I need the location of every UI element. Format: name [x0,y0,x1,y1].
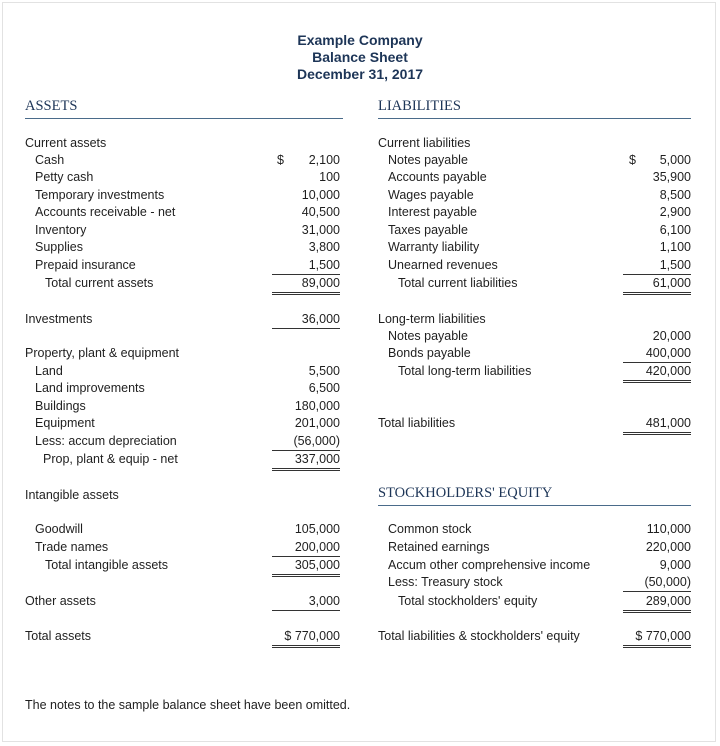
liability-label-unearned-revenues: Unearned revenues [388,258,498,272]
other-assets-label: Other assets [25,594,96,608]
longterm-label-notes-payable: Notes payable [388,329,468,343]
total-equity-value: 289,000 [623,594,691,613]
asset-label-cash: Cash [35,153,65,167]
total-assets-label: Total assets [25,629,92,643]
ppe-value-equipment: 201,000 [294,416,340,430]
equity-heading: STOCKHOLDERS' EQUITY [378,485,691,506]
total-assets-value: $ 770,000 [272,629,340,648]
current-assets-label: Current assets [25,136,107,150]
liability-label-accounts-payable: Accounts payable [388,170,487,184]
asset-label-supplies: Supplies [35,240,83,254]
ppe-value-land-improvements: 6,500 [308,381,340,395]
ppe-net-label: Prop, plant & equip - net [43,452,178,466]
asset-label-accounts-receivable: Accounts receivable - net [35,205,176,219]
liability-label-wages-payable: Wages payable [388,188,474,202]
equity-value-treasury-stock: (50,000) [623,575,691,592]
investments-label: Investments [25,312,93,326]
ppe-label-land: Land [35,364,63,378]
intangible-value-trade-names: 200,000 [272,540,340,557]
longterm-liabilities-label: Long-term liabilities [378,312,486,326]
liability-label-taxes-payable: Taxes payable [388,223,468,237]
liability-value-accounts-payable: 35,900 [652,170,691,184]
cash-dollar-sign: $ [277,153,284,167]
total-liabilities-equity-label: Total liabilities & stockholders' equity [378,629,580,643]
asset-value-petty-cash: 100 [319,170,340,184]
ppe-label: Property, plant & equipment [25,346,180,360]
longterm-label-bonds-payable: Bonds payable [388,346,471,360]
asset-value-inventory: 31,000 [301,223,340,237]
longterm-value-notes-payable: 20,000 [652,329,691,343]
liability-value-warranty: 1,100 [659,240,691,254]
asset-label-temp-investments: Temporary investments [35,188,165,202]
longterm-value-bonds-payable: 400,000 [623,346,691,363]
total-current-assets-label: Total current assets [45,276,154,290]
total-current-assets-value: 89,000 [272,276,340,295]
total-longterm-label: Total long-term liabilities [398,364,532,378]
liability-label-warranty: Warranty liability [388,240,480,254]
statement-title: Balance Sheet [312,49,408,65]
intangible-value-goodwill: 105,000 [294,522,340,536]
liability-label-interest-payable: Interest payable [388,205,477,219]
total-current-liabilities-value: 61,000 [623,276,691,295]
company-name: Example Company [297,32,423,48]
asset-label-inventory: Inventory [35,223,87,237]
total-intangible-label: Total intangible assets [45,558,168,572]
ppe-value-accum-depreciation: (56,000) [272,434,340,451]
equity-value-common-stock: 110,000 [646,522,691,536]
liability-label-notes-payable: Notes payable [388,153,468,167]
notes-payable-dollar-sign: $ [629,153,636,167]
other-assets-value: 3,000 [272,594,340,611]
equity-label-aoci: Accum other comprehensive income [388,558,591,572]
equity-value-aoci: 9,000 [659,558,691,572]
liability-value-unearned-revenues: 1,500 [623,258,691,275]
footnote: The notes to the sample balance sheet have been omitted. [25,698,351,712]
total-liabilities-equity-value: $ 770,000 [623,629,691,648]
ppe-label-equipment: Equipment [35,416,95,430]
intangible-label-goodwill: Goodwill [35,522,83,536]
total-liabilities-value: 481,000 [623,416,691,435]
intangible-assets-label: Intangible assets [25,488,119,502]
ppe-value-land: 5,500 [308,364,340,378]
ppe-value-buildings: 180,000 [294,399,340,413]
asset-value-temp-investments: 10,000 [301,188,340,202]
asset-label-petty-cash: Petty cash [35,170,94,184]
equity-label-treasury-stock: Less: Treasury stock [388,575,503,589]
total-longterm-value: 420,000 [623,364,691,383]
investments-value: 36,000 [272,312,340,329]
total-liabilities-label: Total liabilities [378,416,456,430]
ppe-net-value: 337,000 [272,452,340,471]
liability-value-notes-payable: 5,000 [659,153,691,167]
asset-value-prepaid-insurance: 1,500 [272,258,340,275]
equity-label-common-stock: Common stock [388,522,472,536]
asset-label-prepaid-insurance: Prepaid insurance [35,258,136,272]
current-liabilities-label: Current liabilities [378,136,471,150]
liability-value-wages-payable: 8,500 [659,188,691,202]
total-intangible-value: 305,000 [272,558,340,577]
total-equity-label: Total stockholders' equity [398,594,538,608]
asset-value-accounts-receivable: 40,500 [301,205,340,219]
asset-value-cash: 2,100 [308,153,340,167]
ppe-label-accum-depreciation: Less: accum depreciation [35,434,177,448]
ppe-label-land-improvements: Land improvements [35,381,145,395]
liabilities-heading: LIABILITIES [378,98,691,119]
liability-value-taxes-payable: 6,100 [659,223,691,237]
total-current-liabilities-label: Total current liabilities [398,276,518,290]
assets-heading: ASSETS [25,98,343,119]
equity-label-retained-earnings: Retained earnings [388,540,490,554]
statement-date: December 31, 2017 [296,66,424,82]
asset-value-supplies: 3,800 [308,240,340,254]
intangible-label-trade-names: Trade names [35,540,109,554]
liability-value-interest-payable: 2,900 [659,205,691,219]
equity-value-retained-earnings: 220,000 [645,540,691,554]
ppe-label-buildings: Buildings [35,399,86,413]
